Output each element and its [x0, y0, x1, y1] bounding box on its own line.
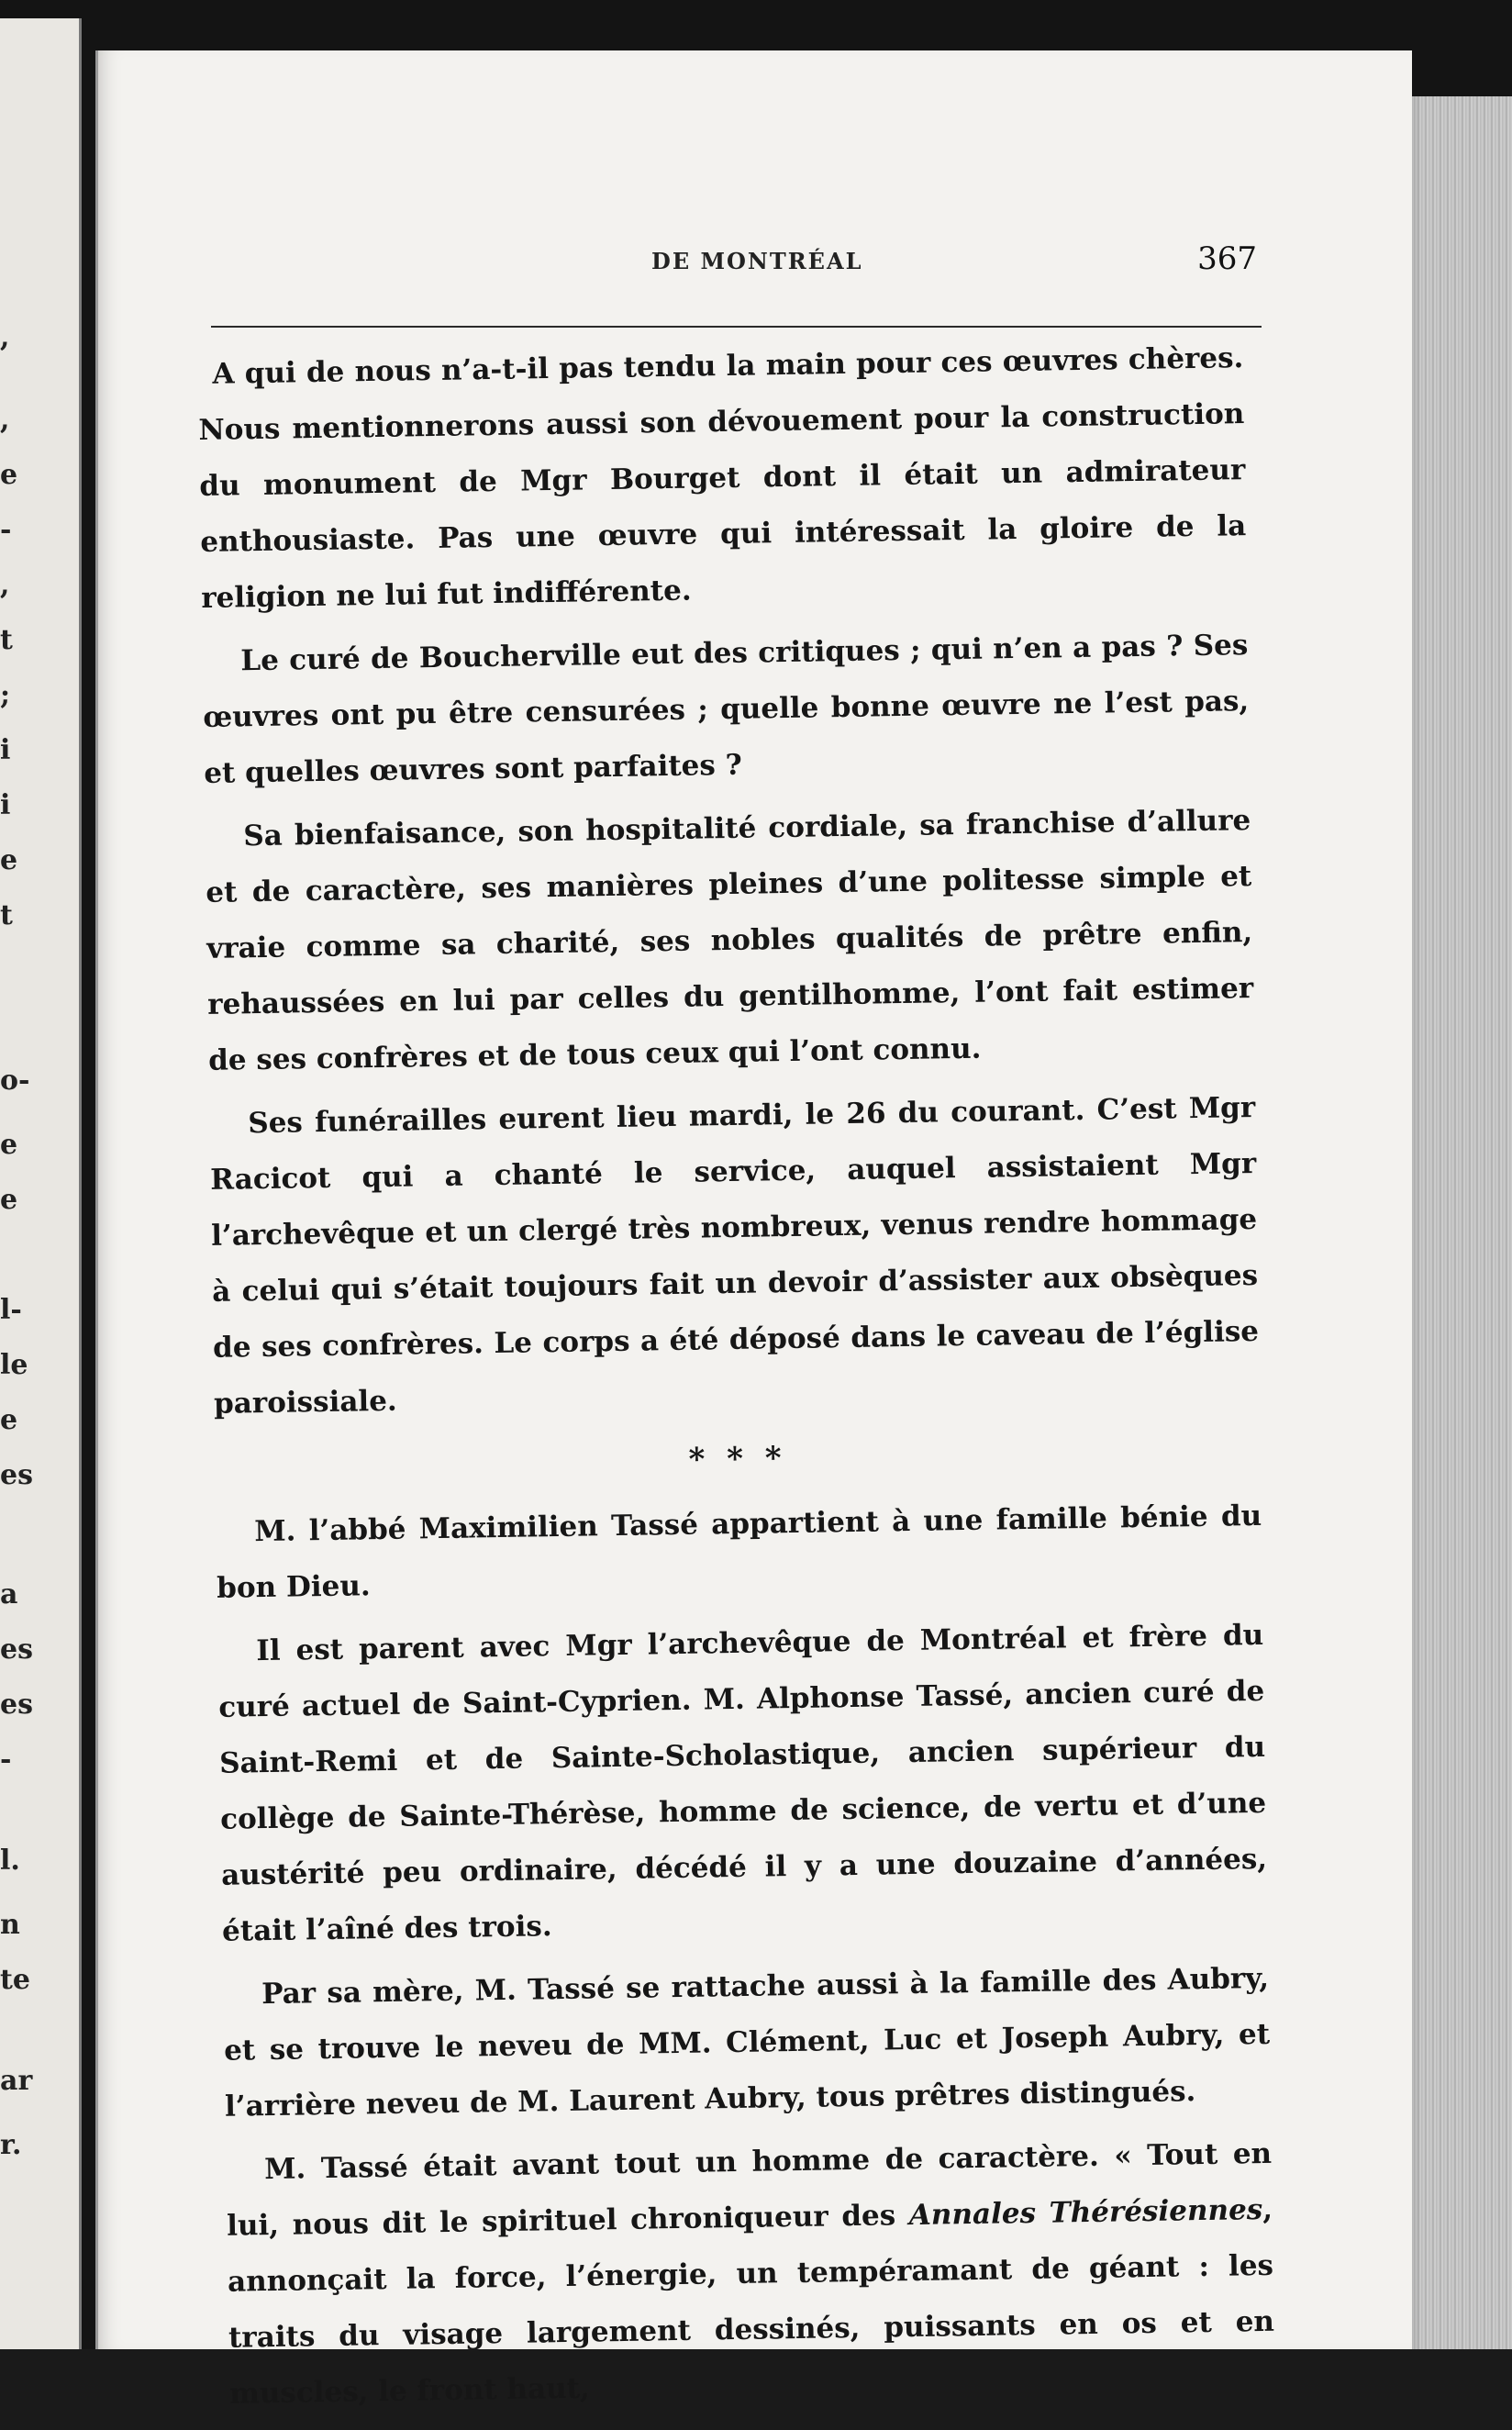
left-page-text-fragment: e — [0, 459, 18, 491]
left-page-text-fragment: le — [0, 1349, 28, 1381]
left-page-text-fragment: - — [0, 1744, 12, 1776]
left-page-text-fragment: te — [0, 1964, 30, 1996]
paragraph-text: , annonçait la force, l’énergie, un tempéramant de géant : les traits du visage largement dessinés, puissants en os et en muscles, le front haut, — [227, 2192, 1275, 2411]
paragraph: M. l’abbé Maximilien Tassé appartient à une famille bénie du bon Dieu. — [216, 1499, 1262, 1605]
paragraph: A qui de nous n’a-t-il pas tendu la main pour ces œuvres chères. Nous mentionnerons aussi son dévouement pour la construction du monument de Mgr Bourget dont il était un admirateur enthousiaste. Pas une œuvre qui intéressait la gloire de la religion ne lui fut indifférente. — [198, 341, 1247, 615]
left-page-text-fragment: i — [0, 789, 11, 821]
paragraph: Sa bienfaisance, son hospitalité cordiale, sa franchise d’allure et de caractère, ses manières pleines d’une politesse simple et vraie comme sa charité, ses nobles qualités de prêtre enfin, rehaussées en lui par celles du gentilhomme, l’ont fait estimer de ses confrères et de tous ceux qui l’ont connu. — [206, 804, 1254, 1077]
left-page-text-fragment: , — [0, 321, 10, 353]
left-page-text-fragment: , — [0, 404, 10, 436]
page-number: 367 — [1197, 240, 1257, 277]
left-page-text-fragment: e — [0, 1129, 18, 1161]
paragraph-text: M. Tassé était avant tout un homme de caractère. « Tout en lui, nous dit le spirituel chroniqueur des — [226, 2136, 1273, 2243]
left-page-text-fragment: e — [0, 844, 18, 876]
paragraph: Le curé de Boucherville eut des critiques ; qui n’en a pas ? Ses œuvres ont pu être censurées ; quelle bonne œuvre ne l’est pas, et quelles œuvres sont parfaites ? — [203, 629, 1250, 790]
running-title: DE MONTRÉAL — [651, 248, 863, 274]
left-page-text-fragment: - — [0, 514, 12, 546]
running-head — [211, 240, 1257, 312]
book-title-italic: Annales Thérésiennes — [908, 2193, 1263, 2233]
paragraph — [226, 2126, 1276, 2423]
paragraph: Il est parent avec Mgr l’archevêque de Montréal et frère du curé actuel de Saint-Cyprien. M. Alphonse Tassé, ancien curé de Saint-Remi et de Sainte-Scholastique, ancien supérieur du collège de Sainte-Thérèse, homme de science, de vertu et d’une austérité peu ordinaire, décédé il y a une douzaine d’années, était l’aîné des trois. — [218, 1618, 1268, 1948]
page-body — [197, 330, 1276, 2430]
left-page-text-fragment: a — [0, 1578, 18, 1611]
section-separator: * * * — [688, 1440, 787, 1478]
left-page-text-fragment: l. — [0, 1845, 20, 1877]
previous-page-edge — [0, 18, 82, 2349]
left-page-text-fragment: r. — [0, 2129, 22, 2161]
left-page-text-fragment: es — [0, 1459, 33, 1491]
left-page-text-fragment: t — [0, 899, 13, 931]
left-page-text-fragment: ar — [0, 2065, 33, 2097]
left-page-text-fragment: es — [0, 1689, 33, 1721]
left-page-text-fragment: i — [0, 734, 11, 766]
left-page-text-fragment: ; — [0, 679, 11, 711]
left-page-text-fragment: n — [0, 1909, 20, 1941]
left-page-text-fragment: es — [0, 1633, 33, 1666]
left-page-text-fragment: l- — [0, 1294, 22, 1326]
header-rule — [211, 326, 1262, 328]
left-page-text-fragment: e — [0, 1404, 18, 1436]
left-page-text-fragment: o- — [0, 1065, 30, 1097]
left-page-text-fragment: t — [0, 624, 13, 656]
paragraph: Ses funérailles eurent lieu mardi, le 26 du courant. C’est Mgr Racicot qui a chanté le service, auquel assistaient Mgr l’archevêque et un clergé très nombreux, venus rendre hommage à celui qui s’était toujours fait un devoir d’assister aux obsèques de ses confrères. Le corps a été déposé dans le caveau de l’église paroissiale. — [209, 1090, 1260, 1421]
paragraph: Par sa mère, M. Tassé se rattache aussi à la famille des Aubry, et se trouve le neveu de MM. Clément, Luc et Joseph Aubry, et l’arrière neveu de M. Laurent Aubry, tous prêtres distingués. — [223, 1961, 1271, 2123]
left-page-text-fragment: e — [0, 1184, 18, 1216]
left-page-text-fragment: , — [0, 569, 10, 601]
